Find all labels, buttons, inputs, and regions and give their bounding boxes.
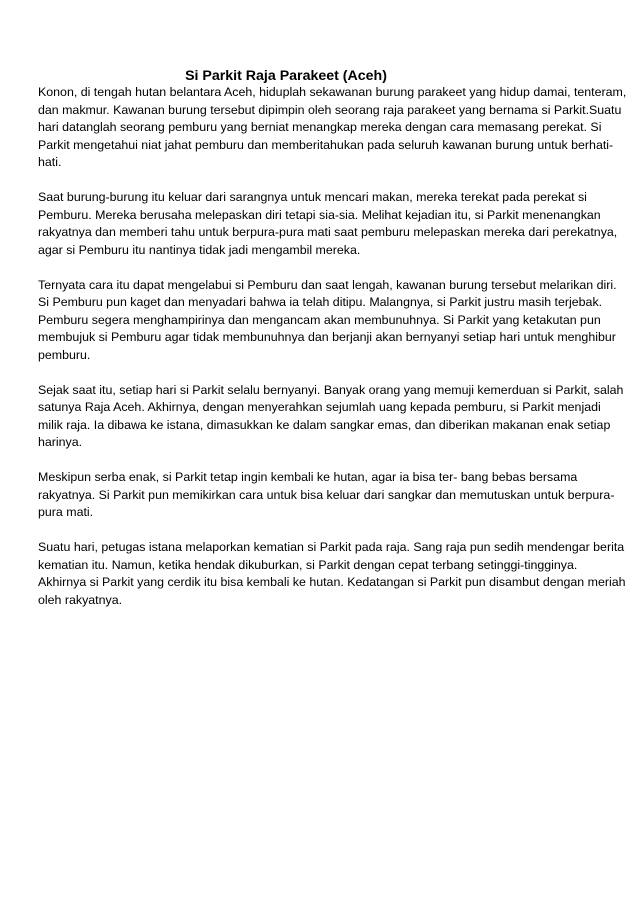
paragraph-line: membujuk si Pemburu agar tidak membunuhnya dan berjanji akan bernyanyi setiap hari untuk menghibur <box>38 330 616 344</box>
paragraph-line: Pemburu. Mereka berusaha melepaskan diri tetapi sia-sia. Melihat kejadian itu, si Parkit menenangkan <box>38 207 601 222</box>
paragraph-3 <box>38 277 617 365</box>
paragraph-line: agar si Pemburu itu nantinya tidak jadi mengambil mereka. <box>38 242 361 257</box>
paragraph-line: Sejak saat itu, setiap hari si Parkit selalu bernyanyi. Banyak orang yang memuji kemerduan si Parkit, salah <box>38 382 624 397</box>
paragraph-2 <box>38 189 618 259</box>
paragraph-line: satunya Raja Aceh. Akhirnya, dengan menyerahkan sejumlah uang kepada pemburu, si Parkit menjadi <box>38 400 601 414</box>
paragraph-line: rakyatnya. Si Parkit pun memikirkan cara untuk bisa keluar dari sangkar dan memutuskan untuk berpura- <box>38 487 615 502</box>
paragraph-line: Pemburu segera menghampirinya dan mengancam akan membunuhnya. Si Parkit yang ketakutan pun <box>38 312 601 327</box>
paragraph-line: Ternyata cara itu dapat mengelabui si Pemburu dan saat lengah, kawanan burung tersebut melarikan diri. <box>38 277 617 292</box>
paragraph-line: rakyatnya dan memberi tahu untuk berpura-pura mati saat pemburu melepaskan mereka dari perekatnya, <box>38 225 618 239</box>
paragraph-line: Konon, di tengah hutan belantara Aceh, hiduplah sekawanan burung parakeet yang hidup damai, tenteram, <box>38 85 627 99</box>
paragraph-4 <box>38 382 624 452</box>
document-body <box>38 84 627 627</box>
paragraph-line: Parkit mengetahui niat jahat pemburu dan memberitahukan pada seluruh kawanan burung untuk berhati- <box>38 137 614 152</box>
paragraph-5 <box>38 469 615 522</box>
paragraph-line: Akhirnya si Parkit yang cerdik itu bisa kembali ke hutan. Kedatangan si Parkit pun disambut dengan meriah <box>38 575 626 589</box>
paragraph-line: dan makmur. Kawanan burung tersebut dipimpin oleh seorang raja parakeet yang bernama si Parkit.Suatu <box>38 102 622 117</box>
paragraph-line: Suatu hari, petugas istana melaporkan kematian si Parkit pada raja. Sang raja pun sedih mendengar berita <box>38 540 625 554</box>
paragraph-line: Saat burung-burung itu keluar dari sarangnya untuk mencari makan, mereka terekat pada perekat si <box>38 190 587 204</box>
paragraph-line: kematian itu. Namun, ketika hendak dikuburkan, si Parkit dengan cepat terbang setinggi-tingginya. <box>38 557 578 572</box>
document-title: Si Parkit Raja Parakeet (Aceh) <box>185 68 387 84</box>
paragraph-line: milik raja. Ia dibawa ke istana, dimasukkan ke dalam sangkar emas, dan diberikan makanan enak setiap <box>38 417 611 432</box>
paragraph-line: hari datanglah seorang pemburu yang berniat menangkap mereka dengan cara memasang perekat. Si <box>38 120 602 134</box>
paragraph-line: Meskipun serba enak, si Parkit tetap ingin kembali ke hutan, agar ia bisa ter- bang bebas bersama <box>38 470 578 484</box>
paragraph-1 <box>38 84 627 172</box>
paragraph-line: pemburu. <box>38 347 91 362</box>
paragraph-line: oleh rakyatnya. <box>38 592 123 607</box>
paragraph-6 <box>38 539 626 609</box>
paragraph-line: harinya. <box>38 435 83 449</box>
paragraph-line: pura mati. <box>38 505 94 519</box>
paragraph-line: Si Pemburu pun kaget dan menyadari bahwa ia telah ditipu. Malangnya, si Parkit justru masih terjebak. <box>38 295 603 309</box>
paragraph-line: hati. <box>38 155 62 169</box>
